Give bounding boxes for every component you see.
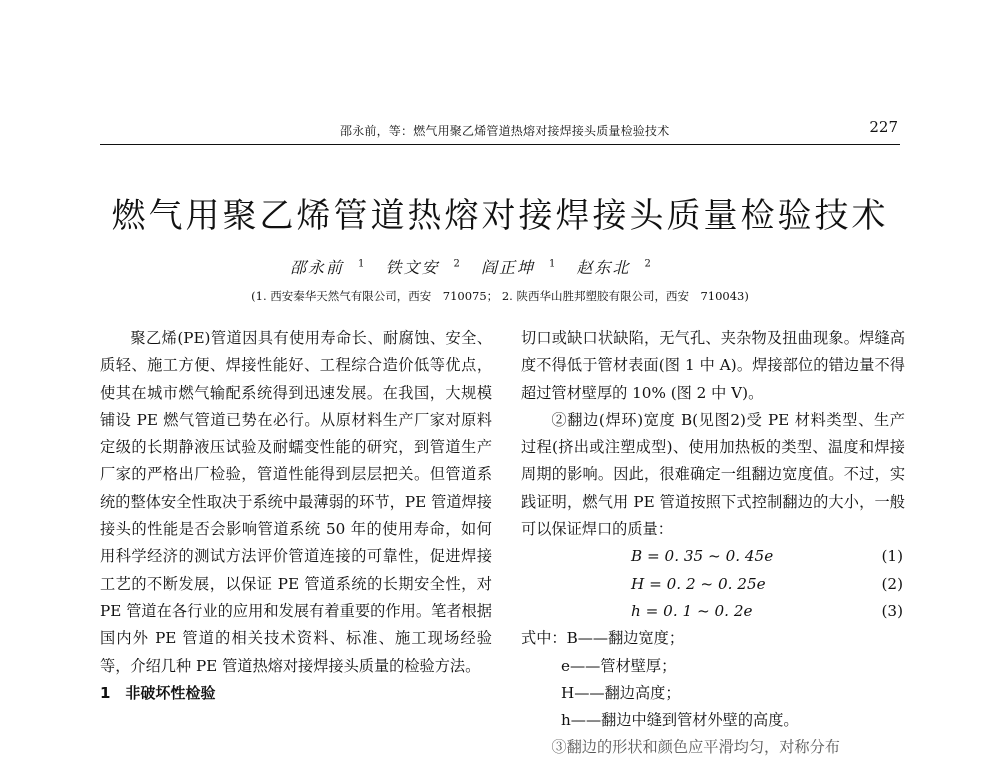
section-heading: 1 非破坏性检验 <box>100 683 216 702</box>
equation-number: (3) <box>881 601 903 620</box>
equation-number: (2) <box>881 574 903 593</box>
body-paragraph: 切口或缺口状缺陷，无气孔、夹杂物及扭曲现象。焊缝高度不得低于管材表面(图 1 中 A)。焊接部位的错边量不得超过管材壁厚的 10% (图 2 中 V)。 <box>521 329 905 402</box>
author-list <box>290 255 710 278</box>
equation-expression: H = 0. 2 ~ 0. 25e <box>631 574 766 593</box>
equation-expression: B = 0. 35 ~ 0. 45e <box>631 547 774 566</box>
author: 邵永前 $^1$ <box>290 258 365 277</box>
left-column <box>100 325 492 707</box>
body-paragraph: ②翻边(焊环)宽度 B(见图2)受 PE 材料类型、生产过程(挤出或注塑成型)、使用加热板的类型、温度和焊接周期的影响。因此，很难确定一组翻边宽度值。不过，实践证明，燃气用 PE 管道按照下式控制翻边的大小，一般可以保证焊口的质量： <box>521 410 905 539</box>
equation <box>521 598 905 625</box>
definition-line: e——管材壁厚； <box>561 656 677 675</box>
running-header <box>100 118 900 145</box>
definition-line: 式中：B——翻边宽度； <box>521 629 685 648</box>
definition-line: H——翻边高度； <box>561 683 681 702</box>
author: 铁文安 $^2$ <box>385 258 460 277</box>
intro-paragraph: 聚乙烯(PE)管道因具有使用寿命长、耐腐蚀、安全、质轻、施工方便、焊接性能好、工程综合造价低等优点，使其在城市燃气输配系统得到迅速发展。在我国，大规模铺设 PE 燃气管道已势在必行。从原材料生产厂家对原料定级的长期静液压试验及耐蠕变性能的研究，到管道生产厂家的严格出厂检验，管道性能得到层层把关。但管道系统的整体安全性取决于系统中最薄弱的环节，PE 管道焊接接头的性能是否会影响管道系统 50 年的使用寿命，如何用科学经济的测试方法评价管道连接的可靠性，促进焊接工艺的不断发展，以保证 PE 管道系统的长期安全性，对 PE 管道在各行业的应用和发展有着重要的作用。笔者根据国内外 PE 管道的相关技术资料、标准、施工现场经验等，介绍几种 PE 管道热熔对接焊接头质量的检验方法。 <box>100 329 492 675</box>
author: 阎正坤 $^1$ <box>480 258 556 277</box>
article-title: 燃气用聚乙烯管道热熔对接焊接头质量检验技术 <box>111 196 889 236</box>
page-number: 227 <box>869 118 898 136</box>
affiliations: (1. 西安秦华天然气有限公司，西安 710075； 2. 陕西华山胜邦塑胶有限公司，西安 710043) <box>251 289 749 303</box>
equation-expression: h = 0. 1 ~ 0. 2e <box>631 601 753 620</box>
equation-number: (1) <box>881 547 903 566</box>
equation <box>521 571 905 598</box>
equation <box>521 543 905 570</box>
definition-line: h——翻边中缝到管材外壁的高度。 <box>561 711 799 730</box>
author: 赵东北 $^2$ <box>576 258 651 277</box>
partial-line: ③翻边的形状和颜色应平滑均匀，对称分布 <box>551 738 840 757</box>
right-column <box>521 325 905 762</box>
running-title: 邵永前，等：燃气用聚乙烯管道热熔对接焊接头质量检验技术 <box>340 124 670 138</box>
